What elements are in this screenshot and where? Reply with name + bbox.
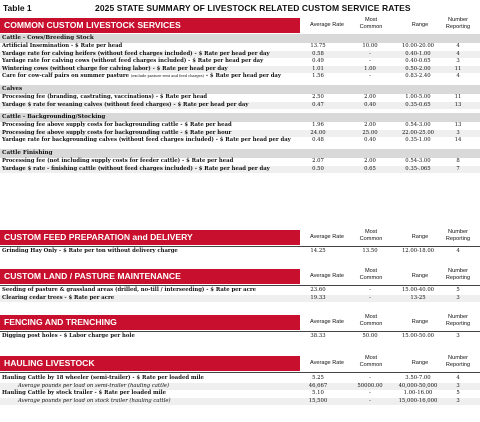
col-header-number: Number Reporting (445, 268, 471, 281)
row-avg: 0.48 (312, 137, 324, 144)
row-num: 3 (456, 129, 460, 136)
divider (0, 246, 480, 247)
row-range: 40,000-50,000 (398, 382, 438, 389)
col-header-range: Range (411, 22, 429, 28)
row-desc: Hauling Cattle by stock trailer - $ Rate per loaded mile (2, 390, 166, 397)
row-range: 15.00-50.00 (401, 333, 435, 339)
row-desc: Grinding Hay Only - $ Rate per ton without delivery charge (2, 248, 178, 254)
divider (0, 372, 480, 373)
row-most: 10.00 (362, 43, 378, 49)
row-num: 4 (456, 375, 460, 381)
row-range: 0.40-1.00 (405, 50, 431, 57)
col-header-number: Number Reporting (445, 355, 471, 368)
row-desc: Processing fee above supply costs for backgrounding cattle - $ Rate per hour (2, 129, 232, 136)
row-range: 3.50-7.00 (405, 375, 431, 381)
col-header-average: Average Rate (309, 234, 345, 240)
row-range: 15.00-40.00 (401, 287, 435, 293)
row-range: 0.35-0.65 (405, 101, 431, 108)
col-header-average: Average Rate (309, 360, 345, 366)
row-num: 8 (456, 157, 460, 164)
row-desc-main: Care for cow-calf pairs on summer pasture (2, 73, 131, 80)
row-num: 3 (456, 58, 460, 65)
col-header-range: Range (411, 234, 429, 240)
row-most: 25.00 (362, 129, 378, 136)
row-avg: 38.33 (310, 333, 326, 339)
table-row (0, 122, 480, 130)
col-header-most-common: Most Common (359, 355, 383, 368)
col-header-number: Number Reporting (445, 229, 471, 242)
row-num: 4 (456, 50, 460, 57)
row-range: 10.00-20.00 (401, 43, 435, 49)
table-row (0, 287, 480, 295)
row-range: 1.00-5.00 (405, 93, 431, 100)
col-header-range: Range (411, 360, 429, 366)
row-desc: Wintering cows (without charge for calving labor) - $ Rate per head per day (2, 65, 228, 72)
row-avg: 0.49 (312, 58, 324, 65)
row-avg: 14.25 (310, 248, 326, 254)
row-most: 2.00 (364, 93, 376, 100)
row-desc: Average pounds per load on semi-trailer (hauling cattle) (18, 382, 170, 389)
row-desc: Yardage $ rate for weaning calves (without feed charges) - $ Rate per head per day (2, 101, 249, 108)
page-title: 2025 STATE SUMMARY OF LIVESTOCK RELATED CUSTOM SERVICE RATES (95, 3, 411, 13)
row-most: 50.00 (362, 333, 378, 339)
row-most: - (369, 73, 371, 80)
section-title-bar (0, 356, 300, 371)
row-desc: Processing fee (branding, castrating, vaccinations) - $ Rate per head (2, 93, 208, 100)
section-title-bar (0, 269, 300, 284)
row-desc-note: (exclude pasture rent and feed charges) (130, 74, 205, 79)
row-desc: Processing fee above supply costs for backgrounding cattle - $ Rate per head (2, 122, 232, 129)
subsection-label: Cattle - Cows/Breeding Stock (0, 34, 480, 43)
row-range: 12.00-18.00 (401, 248, 435, 254)
row-most: - (369, 390, 371, 397)
table-row (0, 383, 480, 391)
row-range: 0.54-3.00 (405, 157, 431, 164)
row-range: 0.35-1.00 (405, 137, 431, 144)
row-most: - (369, 287, 371, 293)
row-avg: 23.60 (310, 287, 326, 293)
subsection-label: Cattle - Backgrounding/Stocking (0, 113, 480, 122)
row-most: 0.40 (364, 101, 376, 108)
row-most: - (369, 50, 371, 57)
row-avg: 5.10 (312, 390, 324, 397)
row-desc: Average pounds per load on stock trailer (hauling cattle) (18, 397, 171, 404)
divider (0, 285, 480, 286)
row-avg: 5.25 (312, 375, 324, 381)
row-num: 4 (456, 73, 460, 80)
row-avg: 2.50 (312, 93, 324, 100)
row-num: 3 (456, 397, 460, 404)
row-num: 4 (456, 43, 460, 49)
row-num: 3 (456, 333, 460, 339)
table-row (0, 66, 480, 74)
table-row (0, 102, 480, 110)
row-most: - (369, 375, 371, 381)
section-title-bar (0, 230, 300, 245)
section-title-bar (0, 18, 300, 33)
table-row (0, 166, 480, 174)
row-range: 0.35-.065 (405, 165, 431, 172)
section-header (0, 355, 480, 372)
row-most: - (369, 58, 371, 65)
row-range: 22.00-25.00 (401, 129, 435, 136)
row-desc: Hauling Cattle by 18 wheeler (semi-trailer) - $ Rate per loaded mile (2, 375, 204, 381)
row-desc: Seeding of pasture & grassland areas (drilled, no-till / interseeding) - $ Rate per acre (2, 287, 256, 293)
section-header (0, 17, 480, 34)
row-num: 11 (454, 93, 462, 100)
row-num: 14 (454, 137, 462, 144)
row-most: - (369, 397, 371, 404)
row-avg: 0.50 (312, 165, 324, 172)
row-desc-tail: - $ Rate per head per day (204, 73, 281, 80)
col-header-most-common: Most Common (359, 17, 383, 30)
row-most: - (369, 294, 371, 301)
row-range: 0.83-2.40 (405, 73, 431, 80)
row-avg: 15,500 (308, 397, 328, 404)
row-desc (2, 73, 281, 81)
row-avg: 19.33 (310, 294, 326, 301)
row-num: 7 (456, 165, 460, 172)
table-label: Table 1 (3, 3, 32, 13)
section-title: FENCING AND TRENCHING (4, 317, 117, 327)
table-row (0, 94, 480, 102)
col-header-average: Average Rate (309, 273, 345, 279)
row-avg: 1.01 (312, 65, 324, 72)
section-land (0, 268, 480, 302)
row-num: 3 (456, 382, 460, 389)
row-avg: 1.96 (312, 122, 324, 129)
row-num: 5 (456, 390, 460, 397)
row-desc: Clearing cedar trees - $ Rate per acre (2, 294, 115, 301)
col-header-number: Number Reporting (445, 314, 471, 327)
row-most: 13.50 (362, 248, 378, 254)
col-header-average: Average Rate (309, 319, 345, 325)
row-most: 2.00 (364, 157, 376, 164)
row-range: 0.50-2.00 (405, 65, 431, 72)
table-row (0, 58, 480, 66)
row-desc: Yardage rate for calving cows (without feed charges included) - $ Rate per head per day (2, 58, 264, 65)
row-num: 3 (456, 294, 460, 301)
row-most: 2.00 (364, 122, 376, 129)
table-row (0, 398, 480, 406)
row-avg: 0.47 (312, 101, 324, 108)
row-most: 1.00 (364, 65, 376, 72)
row-range: 15,000-16,000 (398, 397, 438, 404)
section-hauling (0, 355, 480, 405)
row-avg: 24.00 (310, 129, 326, 136)
section-title: HAULING LIVESTOCK (4, 358, 95, 368)
table-row (0, 73, 480, 81)
col-header-number: Number Reporting (445, 17, 471, 30)
row-num: 13 (454, 122, 462, 129)
row-range: 13-25 (410, 294, 426, 301)
row-num: 5 (456, 287, 460, 293)
row-avg: 46,667 (308, 382, 328, 389)
row-desc: Yardage $ rate - finishing cattle (without feed charges included) - $ Rate per head per day (2, 165, 270, 172)
row-most: 50000.00 (357, 382, 383, 389)
subsection-label: Cattle Finishing (0, 149, 480, 158)
section-header (0, 268, 480, 285)
row-avg: 13.75 (310, 43, 326, 49)
table-row (0, 158, 480, 166)
table-row (0, 43, 480, 51)
section-common (0, 17, 480, 173)
row-num: 4 (456, 248, 460, 254)
table-row (0, 248, 480, 256)
section-title: CUSTOM LAND / PASTURE MAINTENANCE (4, 271, 181, 281)
row-num: 11 (454, 65, 462, 72)
row-desc: Processing fee (not including supply costs for feeder cattle) - $ Rate per head (2, 157, 234, 164)
col-header-average: Average Rate (309, 22, 345, 28)
section-feed (0, 229, 480, 256)
section-header (0, 229, 480, 246)
table-row (0, 295, 480, 303)
row-avg: 0.58 (312, 50, 324, 57)
row-desc: Yardage rate for backgrounding calves (without feed charges included) - $ Rate per head per day (2, 137, 291, 144)
section-title: COMMON CUSTOM LIVESTOCK SERVICES (4, 20, 181, 30)
section-fencing (0, 314, 480, 341)
row-avg: 2.07 (312, 157, 324, 164)
section-title-bar (0, 315, 300, 330)
table-row (0, 375, 480, 383)
row-most: 0.65 (364, 165, 376, 172)
table-row (0, 137, 480, 145)
row-range: 0.54-3.00 (405, 122, 431, 129)
row-avg: 1.56 (312, 73, 324, 80)
row-range: 0.40-0.65 (405, 58, 431, 65)
row-most: 0.40 (364, 137, 376, 144)
row-desc: Yardage rate for calving heifers (without feed charges included) - $ Rate per head per day (2, 50, 270, 57)
row-desc: Digging post holes - $ Labor charge per hole (2, 333, 135, 339)
col-header-most-common: Most Common (359, 229, 383, 242)
col-header-range: Range (411, 319, 429, 325)
col-header-most-common: Most Common (359, 314, 383, 327)
divider (0, 331, 480, 332)
subsection-label: Calves (0, 85, 480, 94)
col-header-range: Range (411, 273, 429, 279)
table-row (0, 390, 480, 398)
row-desc: Artificial Insemination - $ Rate per head (2, 43, 123, 49)
table-row (0, 333, 480, 341)
title-row (3, 3, 477, 14)
row-range: 1.00-16.00 (403, 390, 433, 397)
section-header (0, 314, 480, 331)
col-header-most-common: Most Common (359, 268, 383, 281)
section-title: CUSTOM FEED PREPARATION and DELIVERY (4, 232, 193, 242)
row-num: 13 (454, 101, 462, 108)
